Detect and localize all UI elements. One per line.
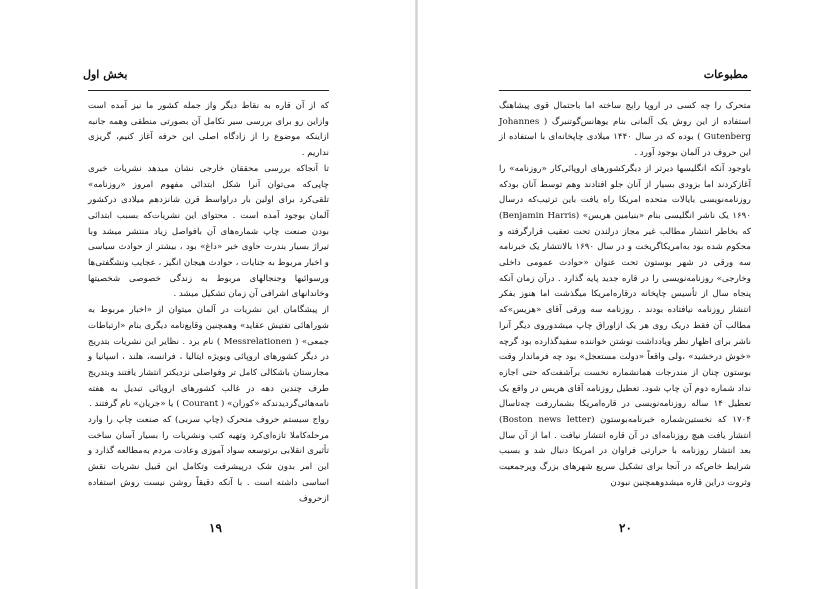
running-head: بخش اول: [83, 68, 128, 81]
paragraph: از پیشگامان این نشریات در آلمان میتوان از «اخبار مربوط به شوراهائی تفتیش عقاید» وهمچنین وقایع‌نامه دیگری بنام «ارتباطات جمعی» ( Messrelationen ) نام برد . نظایر این نشریات بتدریج در دیگر کشورهای اروپائی وبویژه ایتالیا ، فرانسه، هلند ، اسپانیا و مجارستان باشکالی کامل تر وفواصلی نزدیکتر انتشار یافتند وبتدریج طرف چندین دهه در غالب کشورهای اروپائی تبدیل به هفته نامه‌هائی‌گردیدند‌که «کوران» ( Courant ) یا «جریان» نام گرفتند .: [88, 305, 329, 410]
running-head: مطبوعات: [703, 68, 748, 81]
header-rule: [499, 90, 751, 91]
paragraph: تا آنجاکه بررسی محققان خارجی نشان میدهد نشریات خبری چاپی‌که می‌توان آنرا شکل ابتدائی مفهوم امروز «روزنامه» تلقی‌کرد برای اولین بار دراواسط قرن شانزدهم میلادی درکشور آلمان بوجود آمده است . محتوای این نشریات‌که بسبب ابتدائی بودن صنعت چاپ شماره‌های آن بافواصل زیاد منتشر میشد وبا تیراژ بسیار بندرت حاوی خبر «داغ» بود ، بیشتر از حوادث سیاسی و اخبار مربوط به جنایات ، حوادث هیجان انگیز ، عجایب ونشگفتی‌ها ورسوائیها وجنجالهای مربوط به زندگی خصوصی شخصیتها وخاندانهای اشرافی آن زمان تشکیل میشد .: [87, 163, 329, 300]
page-number: ۲۰: [619, 521, 632, 535]
paragraph: متحرک را چه کسی در اروپا رایج ساخته اما باحتمال قوی پیشاهنگ استفاده از این روش یک آلمانی بنام یوهانس‌گوتنبرگ Johannes ) Gutenberg ) بوده که در سال ۱۴۴۰ میلادی چاپخانه‌ای با استفاده از این حروف در آلمان بوجود آورد .: [499, 101, 751, 159]
right-page: [417, 0, 834, 589]
paragraph: که از آن قاره به نقاط دیگر واز جمله کشور ما نیز آمده است وازاین رو برای بررسی سیر تکامل آن بصورتی منطقی وهمه جانبه ازاینکه موضوع را از زادگاه اصلی این حرفه آغاز کنیم، گریزی نداریم .: [88, 101, 329, 159]
body-text: [499, 99, 751, 492]
paragraph: رواج سیستم حروف متحرک (چاپ سربی) که صنعت چاپ را وارد مرحله‌کاملا تازه‌ای‌کرد وتهیه کتب ونشریات را بسیار آسان ساخت تأثیری انقلابی برتوسعه سواد آموزی وعادت مردم به‌مطالعه گذارد و این امر بدون شک درپیشرفت وتکامل این قبیل نشریات نقش اساسی داشته است . با آنکه دقیقاً روشن نیست روش استفاده ازحروف: [88, 415, 329, 504]
header-rule: [88, 90, 329, 91]
paragraph: باوجود آنکه انگلیسها دیرتر از دیگرکشورهای اروپائی‌کار «روزنامه» را آغازکردند اما بزودی بسیار از آنان جلو افتادند وهم توسط آنان بود‌که روزنامه‌نویسی بایالات متحده امریکا راه یافت باین ترتیب‌که درسال ۱۶۹۰ یک ناشر انگلیسی بنام «بنیامین هریس» (Benjamin Harris) که بخاطر انتشار مطالب غیر مجاز درلندن تحت تعقیب قرارگرفته و محکوم شده بود به‌امریکاگریخت و در سال ۱۶۹۰ بالانتشار یک خبرنامه سه ورقی در شهر بوستون تحت عنوان «حوادث عمومی داخلی وخارجی» روزنامه‌نویسی را در قاره جدید پایه گذارد . درآن زمان آنکه پنجاه سال از تأسیس چاپخانه درقاره‌امریکا میگذشت اما هنوز بفکر انتشار روزنامه نیافتاده بودند . روزنامه سه ورقی آقای «هریس»‌که مطالب آن فقط دریک روی هر یک ازاوراق چاپ میشدوروی دیگر آنرا ناشر برای اظهار نظر ویادداشت نوشتن خواننده سفیدگذارده بود گرچه «خوش درخشید» ،ولی واقعاً «دولت مستعجل» بود چه فرماندار وقت بوستون چنان از مندرجات همانشماره نخست برآشفت‌که حتی اجازه نداد شماره دوم آن چاپ شود. تعطیل روزنامه آقای هریس در واقع یک تعطیل ۱۴ ساله روزنامه‌نویسی در قاره‌امریکا بشماررفت چه‌تاسال ۱۷۰۴ که نخستین‌شماره خبرنامه‌بوستون (Boston news letter) انتشار یافت هیچ روزنامه‌ای در آن قاره انتشار نیافت . اما از آن سال بعد انتشار روزنامه با حرارتی فراوان در امریکا دنبال شد و بسبب شرایط خاص‌که در آنجا برای تشکیل سریع شهرهای بزرگ وپرجمعیت وثروت دراین قاره میشدوهمچنین نبودن: [499, 163, 752, 488]
body-text: [88, 99, 329, 507]
page-number: ۱۹: [209, 521, 222, 535]
